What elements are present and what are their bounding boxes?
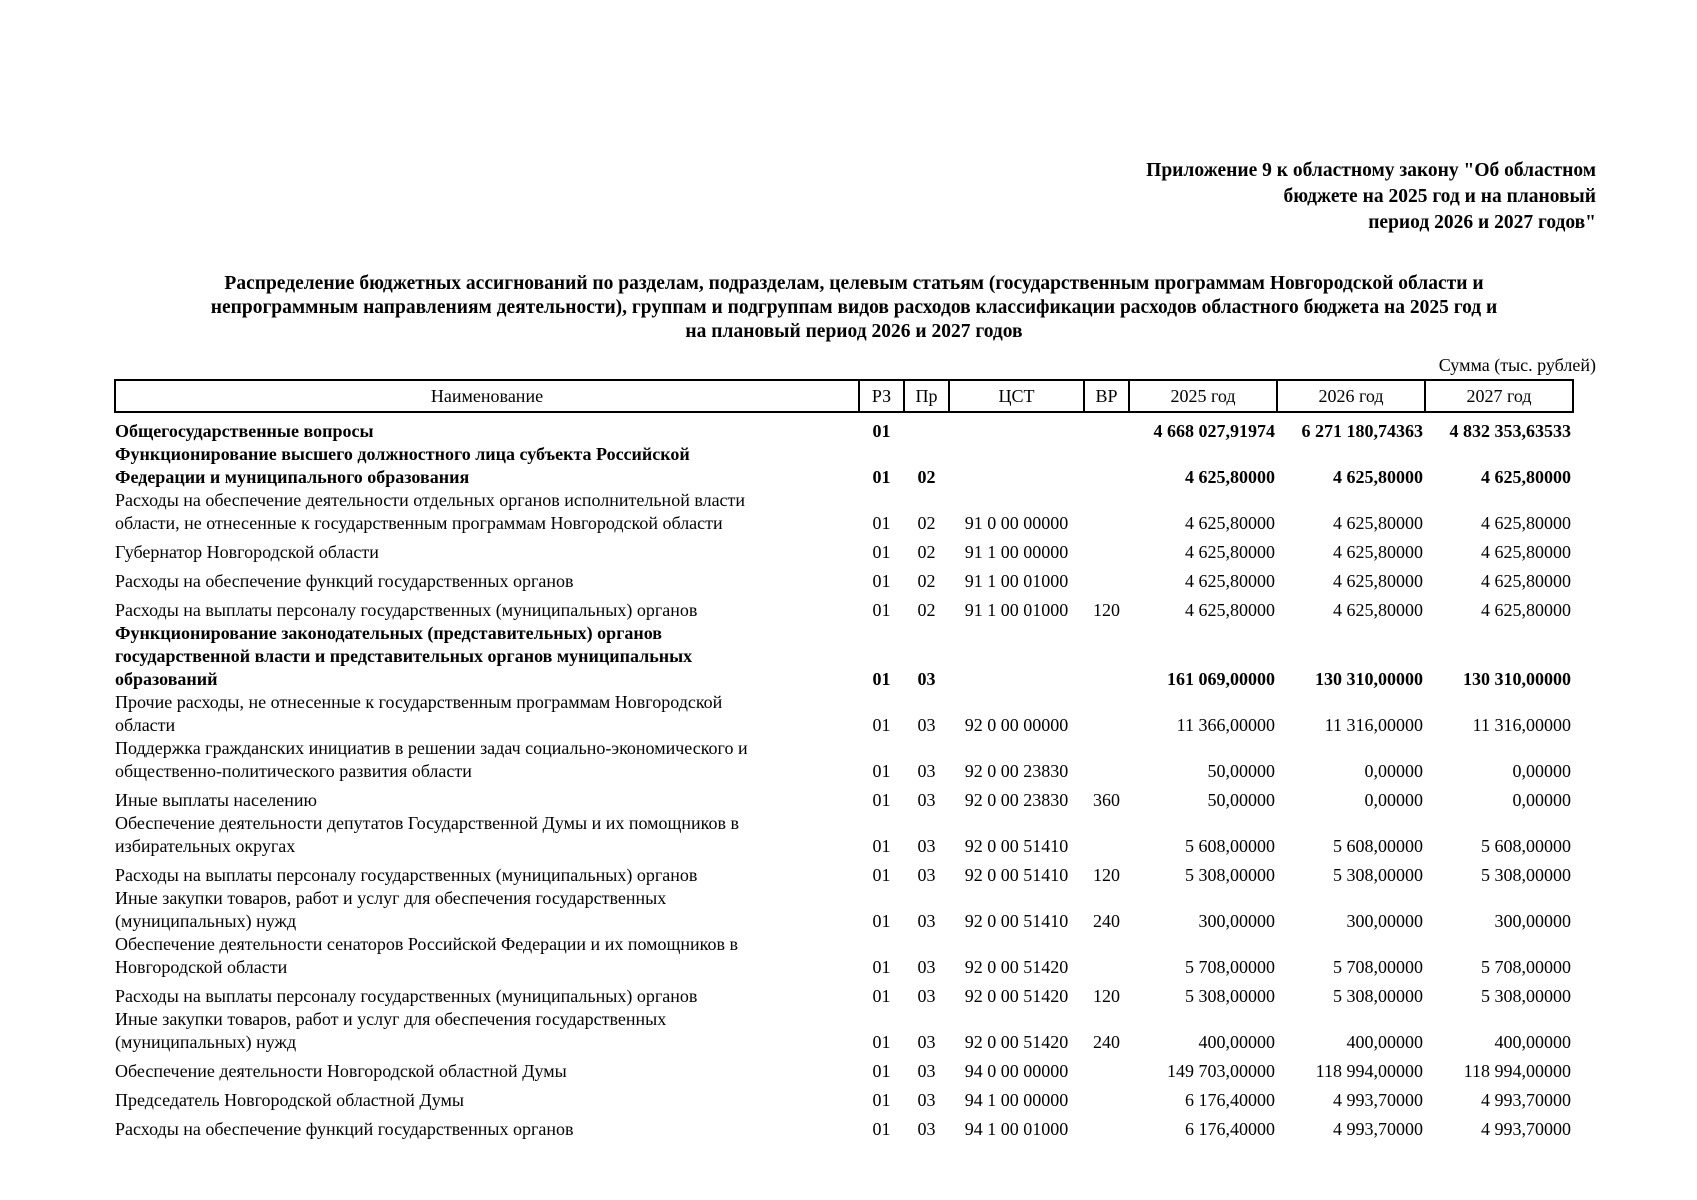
cell-vr [1084,933,1129,979]
cell-vr [1084,564,1129,593]
cell-cst: 94 1 00 01000 [964,1119,1069,1139]
cell-name [115,443,859,489]
cell-vr [1084,412,1129,443]
cell-2027: 5 708,00000 [1481,957,1571,977]
cell-2026: 0,00000 [1364,761,1423,781]
cell-cst: 92 0 00 51420 [964,957,1069,977]
cell-vr [1084,1083,1129,1112]
cell-2027: 4 993,70000 [1481,1090,1571,1110]
cell-pr: 03 [917,911,936,931]
cell-name-line: Поддержка гражданских инициатив в решении задач социально-экономического и [115,738,748,758]
cell-vr [1084,1112,1129,1141]
cell-cst: 92 0 00 51420 [964,986,1069,1006]
cell-2025: 5 308,00000 [1185,865,1275,885]
cell-rz: 01 [872,421,891,441]
cell-pr: 02 [917,571,936,591]
cell-name [115,933,859,979]
cell-rz: 01 [872,986,891,1006]
cell-2025: 11 366,00000 [1176,715,1275,735]
cell-cst: 92 0 00 00000 [964,715,1069,735]
cell-rz: 01 [872,1119,891,1139]
table-row [115,622,1573,691]
cell-vr [1084,812,1129,858]
cell-name [115,887,859,933]
cell-name-line: Иные закупки товаров, работ и услуг для обеспечения государственных [115,1009,667,1029]
cell-2025: 6 176,40000 [1185,1119,1275,1139]
cell-rz: 01 [872,600,891,620]
cell-name-line: Функционирование законодательных (представительных) органов [115,623,663,643]
cell-pr: 03 [917,1061,936,1081]
cell-2025: 6 176,40000 [1185,1090,1275,1110]
cell-cst [949,412,1084,443]
cell-name-line: Новгородской области [115,957,288,977]
cell-rz: 01 [872,1032,891,1052]
header-2025: 2025 год [1129,380,1277,412]
cell-name [115,489,859,535]
appendix-heading [1036,158,1596,236]
cell-name-line: Губернатор Новгородской области [115,542,379,562]
cell-cst [949,622,1084,691]
cell-2027: 5 308,00000 [1481,986,1571,1006]
cell-rz: 01 [872,571,891,591]
table-body [115,412,1573,1141]
table-row [115,564,1573,593]
cell-pr [904,412,949,443]
appendix-line: бюджете на 2025 год и на плановый [1283,186,1596,207]
cell-name [115,858,859,887]
cell-cst: 94 1 00 00000 [964,1090,1069,1110]
cell-vr [1084,737,1129,783]
cell-pr: 03 [917,836,936,856]
cell-2026: 0,00000 [1364,790,1423,810]
cell-vr: 120 [1093,986,1120,1006]
cell-2025: 5 608,00000 [1185,836,1275,856]
cell-name-line: Общегосударственные вопросы [115,421,374,441]
cell-cst: 91 1 00 00000 [964,542,1069,562]
cell-cst: 91 0 00 00000 [964,513,1069,533]
cell-2026: 400,00000 [1346,1032,1423,1052]
cell-name-line: избирательных округах [115,836,296,856]
cell-2026: 5 708,00000 [1333,957,1423,977]
cell-name-line: Функционирование высшего должностного лица субъекта Российской [115,444,690,464]
cell-2025: 300,00000 [1198,911,1275,931]
cell-name-line: Обеспечение деятельности депутатов Государственной Думы и их помощников в [115,813,739,833]
cell-name [115,691,859,737]
cell-vr [1084,691,1129,737]
header-cst: ЦСТ [949,380,1084,412]
cell-name-line: Расходы на выплаты персоналу государственных (муниципальных) органов [115,600,698,620]
cell-cst: 92 0 00 23830 [964,790,1069,810]
cell-name-line: Расходы на обеспечение деятельности отдельных органов исполнительной власти [115,490,746,510]
cell-cst: 91 1 00 01000 [964,571,1069,591]
cell-2025: 4 668 027,91974 [1153,421,1275,441]
cell-rz: 01 [872,957,891,977]
table-row [115,593,1573,622]
cell-2027: 5 608,00000 [1481,836,1571,856]
cell-vr: 240 [1093,1032,1120,1052]
cell-2025: 4 625,80000 [1185,513,1275,533]
cell-rz: 01 [872,669,891,689]
budget-table [114,379,1574,1141]
cell-cst: 91 1 00 01000 [964,600,1069,620]
cell-name-line: Расходы на обеспечение функций государственных органов [115,571,574,591]
cell-name-line: области, не отнесенные к государственным программам Новгородской области [115,513,723,533]
cell-pr: 03 [917,1119,936,1139]
cell-rz: 01 [872,790,891,810]
table-row [115,1083,1573,1112]
cell-cst [949,443,1084,489]
cell-pr: 03 [917,986,936,1006]
cell-rz: 01 [872,715,891,735]
cell-2026: 4 625,80000 [1333,467,1423,487]
table-row [115,489,1573,535]
header-vr: ВР [1084,380,1129,412]
cell-name-line: государственной власти и представительных органов муниципальных [115,646,693,666]
cell-vr [1084,443,1129,489]
cell-2026: 4 993,70000 [1333,1119,1423,1139]
cell-2027: 4 625,80000 [1481,542,1571,562]
cell-cst: 92 0 00 51410 [964,836,1069,856]
cell-pr: 03 [917,790,936,810]
table-row [115,1054,1573,1083]
cell-pr: 03 [917,669,936,689]
cell-pr: 03 [917,1032,936,1052]
cell-cst: 92 0 00 51410 [964,865,1069,885]
cell-name-line: области [115,715,176,735]
cell-cst: 92 0 00 51410 [964,911,1069,931]
cell-name [115,564,859,593]
cell-2027: 4 625,80000 [1481,513,1571,533]
cell-name-line: общественно-политического развития области [115,761,472,781]
cell-name-line: Расходы на выплаты персоналу государственных (муниципальных) органов [115,865,698,885]
table-row [115,812,1573,858]
cell-name-line: образований [115,669,218,689]
cell-2026: 6 271 180,74363 [1301,421,1423,441]
cell-pr: 03 [917,1090,936,1110]
cell-vr: 240 [1093,911,1120,931]
cell-name [115,783,859,812]
cell-pr: 03 [917,865,936,885]
cell-2026: 11 316,00000 [1324,715,1423,735]
cell-cst: 92 0 00 23830 [964,761,1069,781]
cell-name [115,535,859,564]
table-row [115,737,1573,783]
cell-2026: 4 625,80000 [1333,542,1423,562]
cell-name-line: Федерации и муниципального образования [115,467,470,487]
title-line: непрограммным направлениям деятельности), группам и подгруппам видов расходов классификации расходов областного бюджета на 2025 год и [210,297,1498,318]
cell-rz: 01 [872,467,891,487]
cell-2025: 5 308,00000 [1185,986,1275,1006]
cell-pr: 03 [917,761,936,781]
cell-2027: 130 310,00000 [1463,669,1571,689]
cell-2027: 4 625,80000 [1481,600,1571,620]
table-header-row [115,380,1573,412]
table-row [115,979,1573,1008]
units-caption: Сумма (тыс. рублей) [1438,355,1596,375]
cell-pr: 02 [917,513,936,533]
cell-vr [1084,622,1129,691]
cell-name [115,1083,859,1112]
appendix-line: Приложение 9 к областному закону "Об областном [1146,160,1596,181]
header-2027: 2027 год [1425,380,1573,412]
cell-name [115,812,859,858]
cell-cst: 94 0 00 00000 [964,1061,1069,1081]
header-name: Наименование [115,380,859,412]
table-row [115,1008,1573,1054]
cell-name-line: Иные выплаты населению [115,790,317,810]
header-pr: Пр [904,380,949,412]
appendix-line: период 2026 и 2027 годов" [1368,212,1596,233]
cell-pr: 03 [917,957,936,977]
cell-cst: 92 0 00 51420 [964,1032,1069,1052]
cell-rz: 01 [872,865,891,885]
cell-name-line: (муниципальных) нужд [115,911,297,931]
title-line: на плановый период 2026 и 2027 годов [685,321,1023,342]
cell-2027: 300,00000 [1494,911,1571,931]
table-row [115,858,1573,887]
cell-pr: 02 [917,600,936,620]
title-line: Распределение бюджетных ассигнований по разделам, подразделам, целевым статьям (государственным программам Новгородской области и [224,273,1484,294]
cell-2025: 161 069,00000 [1167,669,1275,689]
cell-rz: 01 [872,836,891,856]
table-row [115,1112,1573,1141]
cell-name-line: (муниципальных) нужд [115,1032,297,1052]
cell-2026: 5 608,00000 [1333,836,1423,856]
cell-name-line: Обеспечение деятельности сенаторов Российской Федерации и их помощников в [115,934,738,954]
cell-2026: 300,00000 [1346,911,1423,931]
cell-vr [1084,489,1129,535]
cell-2025: 50,00000 [1207,790,1275,810]
cell-rz: 01 [872,542,891,562]
cell-2025: 4 625,80000 [1185,600,1275,620]
cell-vr: 120 [1093,865,1120,885]
cell-vr: 120 [1093,600,1120,620]
cell-name-line: Обеспечение деятельности Новгородской областной Думы [115,1061,567,1081]
cell-2027: 118 994,00000 [1463,1061,1571,1081]
cell-name [115,1054,859,1083]
cell-2025: 400,00000 [1198,1032,1275,1052]
cell-2025: 4 625,80000 [1185,571,1275,591]
cell-2026: 4 625,80000 [1333,513,1423,533]
cell-2027: 11 316,00000 [1472,715,1571,735]
cell-name [115,622,859,691]
table-row [115,535,1573,564]
cell-2026: 5 308,00000 [1333,986,1423,1006]
table-row [115,443,1573,489]
header-2026: 2026 год [1277,380,1425,412]
cell-2026: 5 308,00000 [1333,865,1423,885]
cell-2027: 4 832 353,63533 [1449,421,1571,441]
cell-2025: 4 625,80000 [1185,467,1275,487]
cell-2025: 4 625,80000 [1185,542,1275,562]
cell-pr: 03 [917,715,936,735]
cell-name [115,979,859,1008]
document-title [112,272,1596,344]
cell-2027: 4 625,80000 [1481,467,1571,487]
cell-vr: 360 [1093,790,1120,810]
cell-name [115,412,859,443]
cell-2027: 400,00000 [1494,1032,1571,1052]
cell-pr: 02 [917,542,936,562]
cell-2026: 118 994,00000 [1315,1061,1423,1081]
cell-2027: 4 993,70000 [1481,1119,1571,1139]
cell-name-line: Иные закупки товаров, работ и услуг для обеспечения государственных [115,888,667,908]
cell-name [115,1008,859,1054]
cell-rz: 01 [872,1090,891,1110]
cell-name-line: Прочие расходы, не отнесенные к государственным программам Новгородской [115,692,723,712]
header-rz: РЗ [859,380,904,412]
cell-2027: 0,00000 [1512,761,1571,781]
cell-2025: 50,00000 [1207,761,1275,781]
table-row [115,933,1573,979]
cell-name [115,737,859,783]
cell-2027: 5 308,00000 [1481,865,1571,885]
table-row [115,412,1573,443]
budget-table-wrap [114,379,1574,1141]
cell-rz: 01 [872,911,891,931]
cell-2026: 130 310,00000 [1315,669,1423,689]
cell-rz: 01 [872,513,891,533]
cell-2027: 0,00000 [1512,790,1571,810]
cell-2025: 149 703,00000 [1167,1061,1275,1081]
cell-name [115,593,859,622]
cell-name-line: Расходы на выплаты персоналу государственных (муниципальных) органов [115,986,698,1006]
cell-2025: 5 708,00000 [1185,957,1275,977]
cell-vr [1084,1054,1129,1083]
cell-name-line: Расходы на обеспечение функций государственных органов [115,1119,574,1139]
cell-2026: 4 625,80000 [1333,600,1423,620]
cell-2026: 4 625,80000 [1333,571,1423,591]
cell-pr: 02 [917,467,936,487]
cell-rz: 01 [872,761,891,781]
table-row [115,887,1573,933]
cell-name-line: Председатель Новгородской областной Думы [115,1090,464,1110]
cell-rz: 01 [872,1061,891,1081]
table-row [115,691,1573,737]
cell-2026: 4 993,70000 [1333,1090,1423,1110]
table-row [115,783,1573,812]
cell-2027: 4 625,80000 [1481,571,1571,591]
cell-vr [1084,535,1129,564]
cell-name [115,1112,859,1141]
